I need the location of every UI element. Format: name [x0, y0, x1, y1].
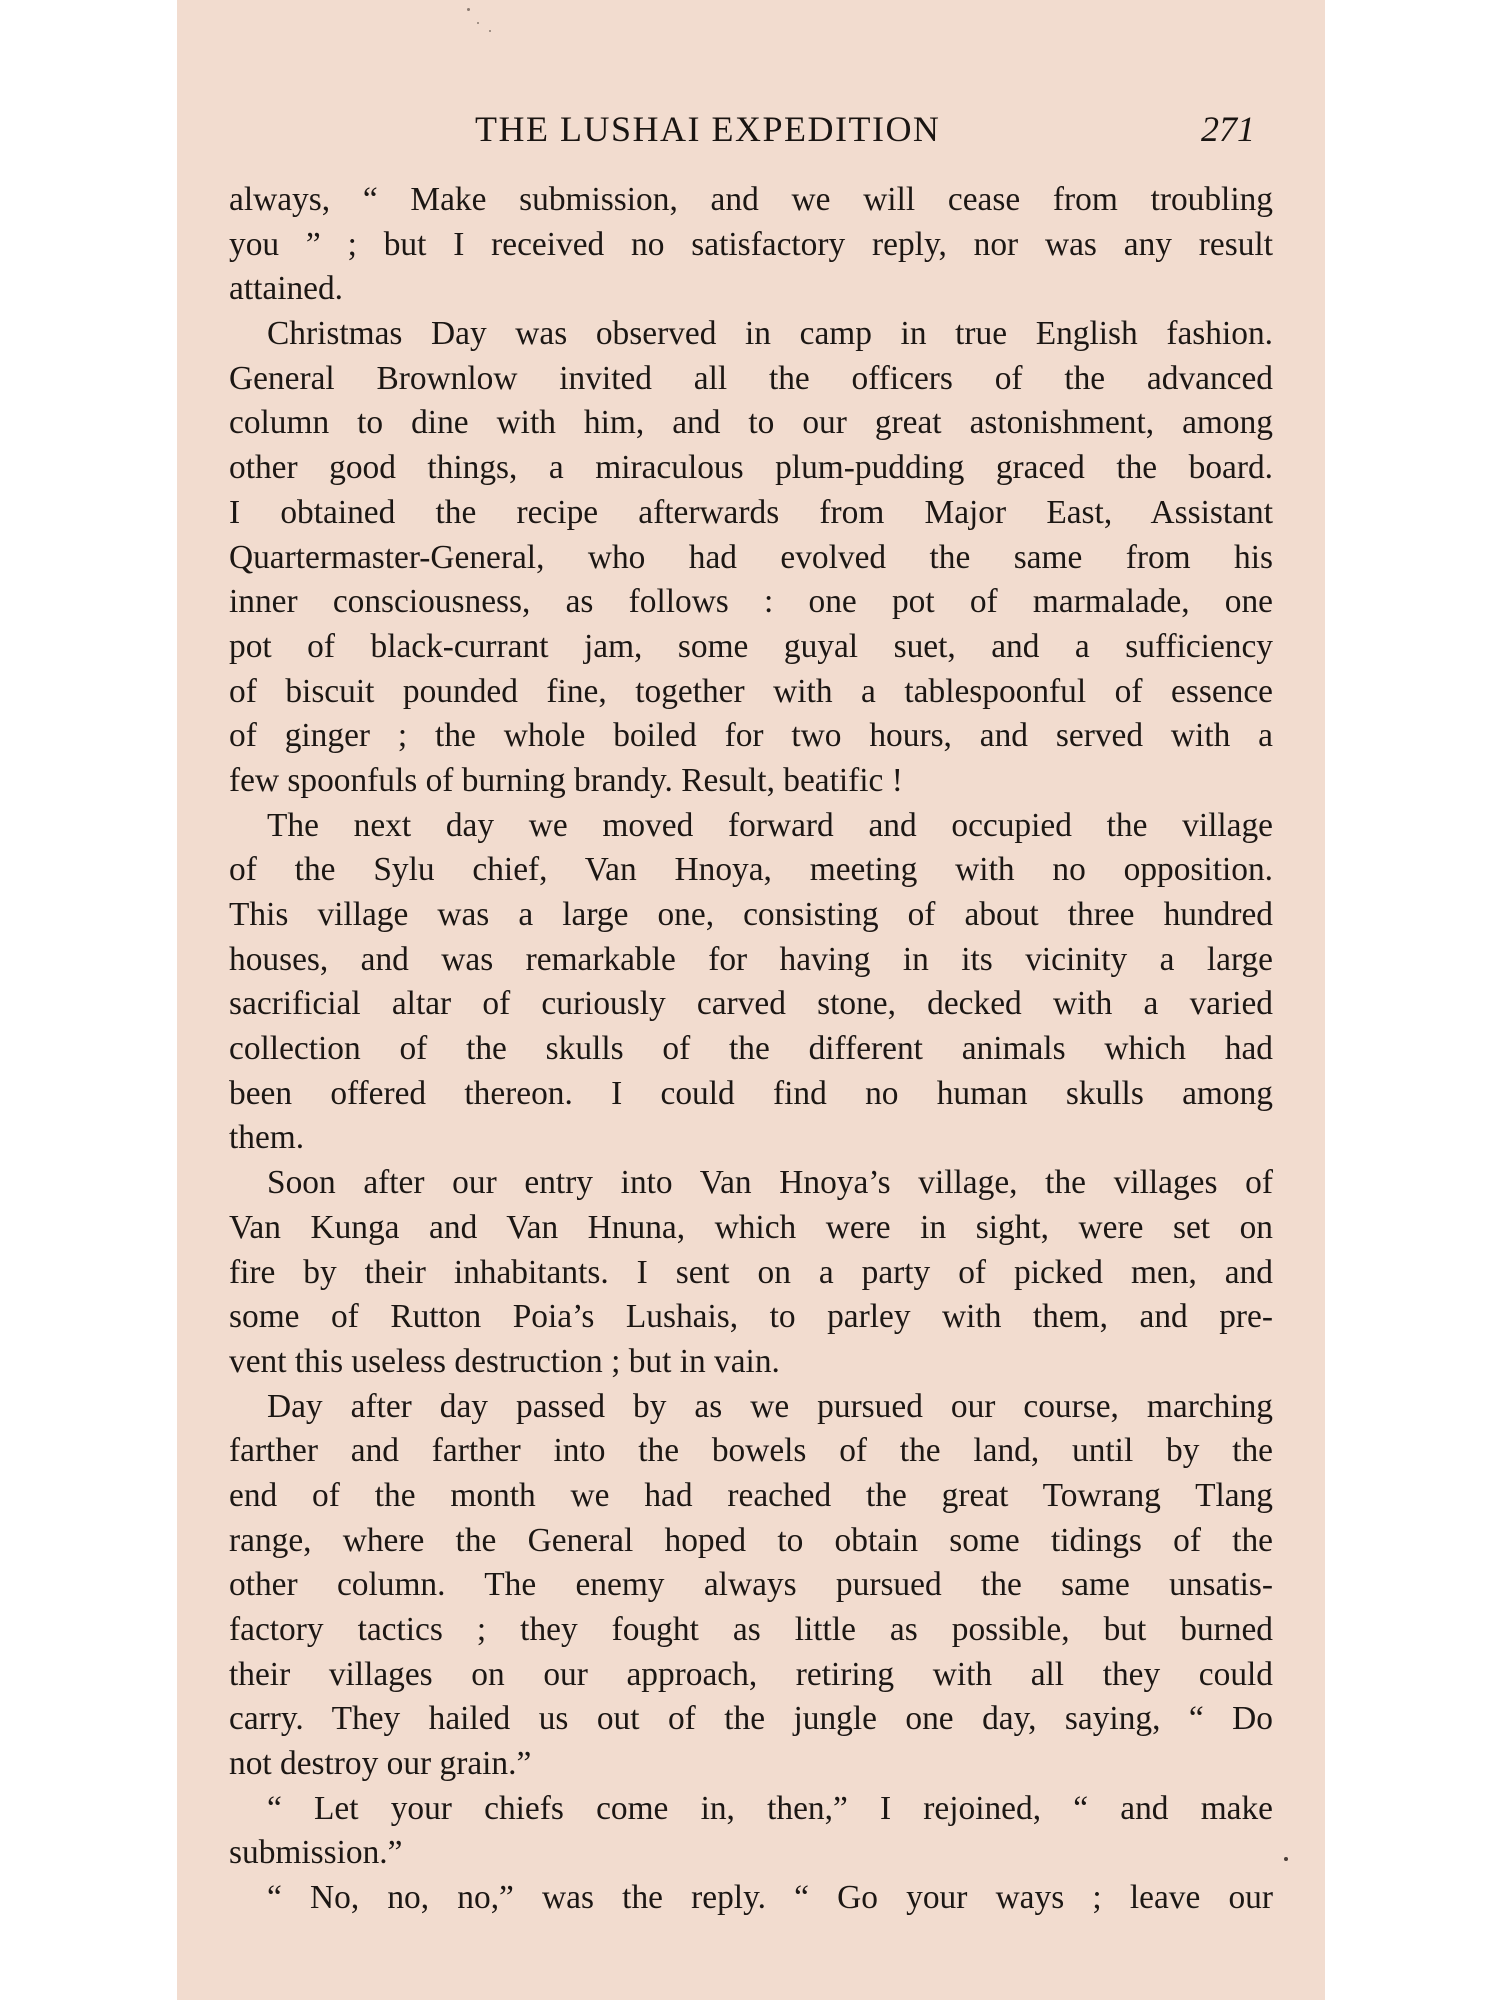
running-title: THE LUSHAI EXPEDITION	[475, 109, 941, 149]
speck-mark	[467, 8, 470, 11]
text-line: few spoonfuls of burning brandy. Result, beatific !	[229, 761, 903, 799]
text-line: attained.	[229, 270, 344, 308]
text-line: other column. The enemy always pursued the same unsatis-	[229, 1566, 1273, 1604]
text-line: inner consciousness, as follows : one pot of marmalade, one	[229, 583, 1273, 621]
book-page	[177, 0, 1325, 2000]
text-line: Day after day passed by as we pursued our course, marching	[267, 1387, 1273, 1425]
text-line: Quartermaster-General, who had evolved the same from his	[229, 538, 1273, 576]
text-line: range, where the General hoped to obtain some tidings of the	[229, 1521, 1273, 1559]
text-line: pot of black-currant jam, some guyal suet, and a sufficiency	[229, 627, 1273, 665]
text-line: always, “ Make submission, and we will cease from troubling	[229, 181, 1273, 218]
text-line: Christmas Day was observed in camp in true English fashion.	[267, 315, 1273, 353]
text-line: you ” ; but I received no satisfactory reply, nor was any result	[229, 225, 1273, 263]
text-line: houses, and was remarkable for having in its vicinity a large	[229, 940, 1273, 978]
text-line: factory tactics ; they fought as little as possible, but burned	[229, 1611, 1273, 1648]
text-line: Van Kunga and Van Hnuna, which were in sight, were set on	[229, 1208, 1273, 1246]
text-line: end of the month we had reached the great Towrang Tlang	[229, 1476, 1273, 1514]
text-line: carry. They hailed us out of the jungle one day, saying, “ Do	[229, 1700, 1273, 1738]
text-line: “ Let your chiefs come in, then,” I rejoined, “ and make	[267, 1789, 1273, 1827]
text-line: their villages on our approach, retiring with all they could	[229, 1655, 1273, 1693]
text-line: farther and farther into the bowels of the land, until by the	[229, 1432, 1273, 1470]
text-line: column to dine with him, and to our great astonishment, among	[229, 404, 1273, 442]
text-line: fire by their inhabitants. I sent on a party of picked men, and	[229, 1253, 1273, 1291]
page-number: 271	[1201, 109, 1255, 149]
text-line: other good things, a miraculous plum-pudding graced the board.	[229, 449, 1273, 487]
text-line: of the Sylu chief, Van Hnoya, meeting with no opposition.	[229, 851, 1273, 889]
text-line: I obtained the recipe afterwards from Major East, Assistant	[229, 493, 1273, 531]
text-line: submission.”	[229, 1834, 403, 1872]
text-line: not destroy our grain.”	[229, 1745, 532, 1783]
text-line: them.	[229, 1119, 305, 1157]
speck-mark	[489, 30, 491, 32]
text-line: This village was a large one, consisting of about three hundred	[229, 896, 1273, 933]
text-line: Soon after our entry into Van Hnoya’s village, the villages of	[267, 1164, 1273, 1202]
page-header	[177, 108, 1325, 158]
text-line: General Brownlow invited all the officers of the advanced	[229, 359, 1273, 397]
body-text	[229, 178, 1273, 1921]
speck-mark	[477, 22, 479, 24]
speck-mark	[1284, 1857, 1288, 1861]
text-line: some of Rutton Poia’s Lushais, to parley with them, and pre-	[229, 1298, 1273, 1336]
text-line: of ginger ; the whole boiled for two hours, and served with a	[229, 717, 1273, 755]
text-line: vent this useless destruction ; but in vain.	[229, 1342, 780, 1380]
text-line: been offered thereon. I could find no human skulls among	[229, 1074, 1273, 1112]
text-line: The next day we moved forward and occupied the village	[267, 806, 1273, 844]
text-line: collection of the skulls of the different animals which had	[229, 1030, 1273, 1068]
text-line: sacrificial altar of curiously carved stone, decked with a varied	[229, 985, 1273, 1023]
text-line: “ No, no, no,” was the reply. “ Go your ways ; leave our	[267, 1879, 1273, 1917]
text-line: of biscuit pounded fine, together with a tablespoonful of essence	[229, 672, 1273, 710]
